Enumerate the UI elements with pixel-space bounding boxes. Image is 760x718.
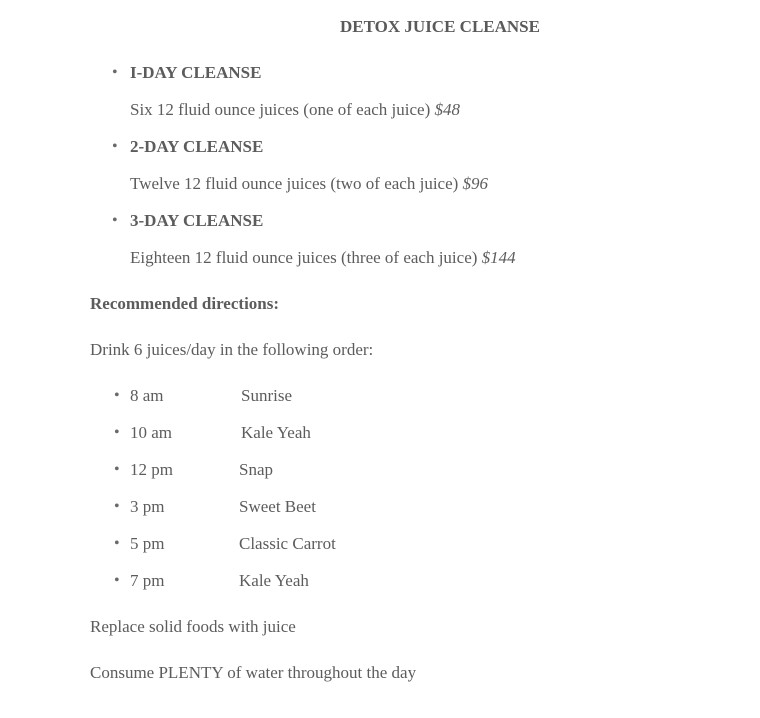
schedule-juice: Kale Yeah (239, 571, 309, 590)
bullet-icon: • (114, 572, 120, 589)
note-replace-foods: Replace solid foods with juice (90, 617, 296, 636)
bullet-icon: • (114, 387, 120, 404)
bullet-icon: • (112, 212, 118, 229)
schedule-time: 5 pm (130, 534, 165, 553)
page-title: DETOX JUICE CLEANSE (340, 17, 540, 36)
cleanse-price: $48 (434, 100, 460, 119)
schedule-time: 8 am (130, 386, 164, 405)
schedule-juice: Sweet Beet (239, 497, 316, 516)
schedule-time: 10 am (130, 423, 173, 442)
schedule-juice: Kale Yeah (241, 423, 311, 442)
cleanse-price: $144 (481, 248, 516, 267)
cleanse-description-text: Six 12 fluid ounce juices (one of each juice) (130, 100, 431, 119)
schedule-time: 3 pm (130, 497, 165, 516)
directions-intro: Drink 6 juices/day in the following order: (90, 340, 374, 359)
bullet-icon: • (114, 535, 120, 552)
schedule-time: 7 pm (130, 571, 165, 590)
cleanse-description (130, 174, 488, 194)
note-water: Consume PLENTY of water throughout the day (90, 663, 417, 682)
schedule-juice: Classic Carrot (239, 534, 336, 553)
cleanse-name: 3-DAY CLEANSE (130, 211, 264, 230)
bullet-icon: • (114, 498, 120, 515)
bullet-icon: • (114, 424, 120, 441)
cleanse-description-text: Twelve 12 fluid ounce juices (two of each juice) (130, 174, 459, 193)
cleanse-name: 2-DAY CLEANSE (130, 137, 264, 156)
cleanse-description (130, 100, 460, 120)
bullet-icon: • (114, 461, 120, 478)
cleanse-description (130, 248, 516, 268)
cleanse-name: I-DAY CLEANSE (130, 63, 262, 82)
bullet-icon: • (112, 64, 118, 81)
bullet-icon: • (112, 138, 118, 155)
schedule-juice: Snap (239, 460, 273, 479)
schedule-juice: Sunrise (241, 386, 292, 405)
cleanse-price: $96 (462, 174, 489, 193)
directions-heading: Recommended directions: (90, 294, 280, 313)
schedule-time: 12 pm (130, 460, 173, 479)
cleanse-description-text: Eighteen 12 fluid ounce juices (three of each juice) (130, 248, 478, 267)
